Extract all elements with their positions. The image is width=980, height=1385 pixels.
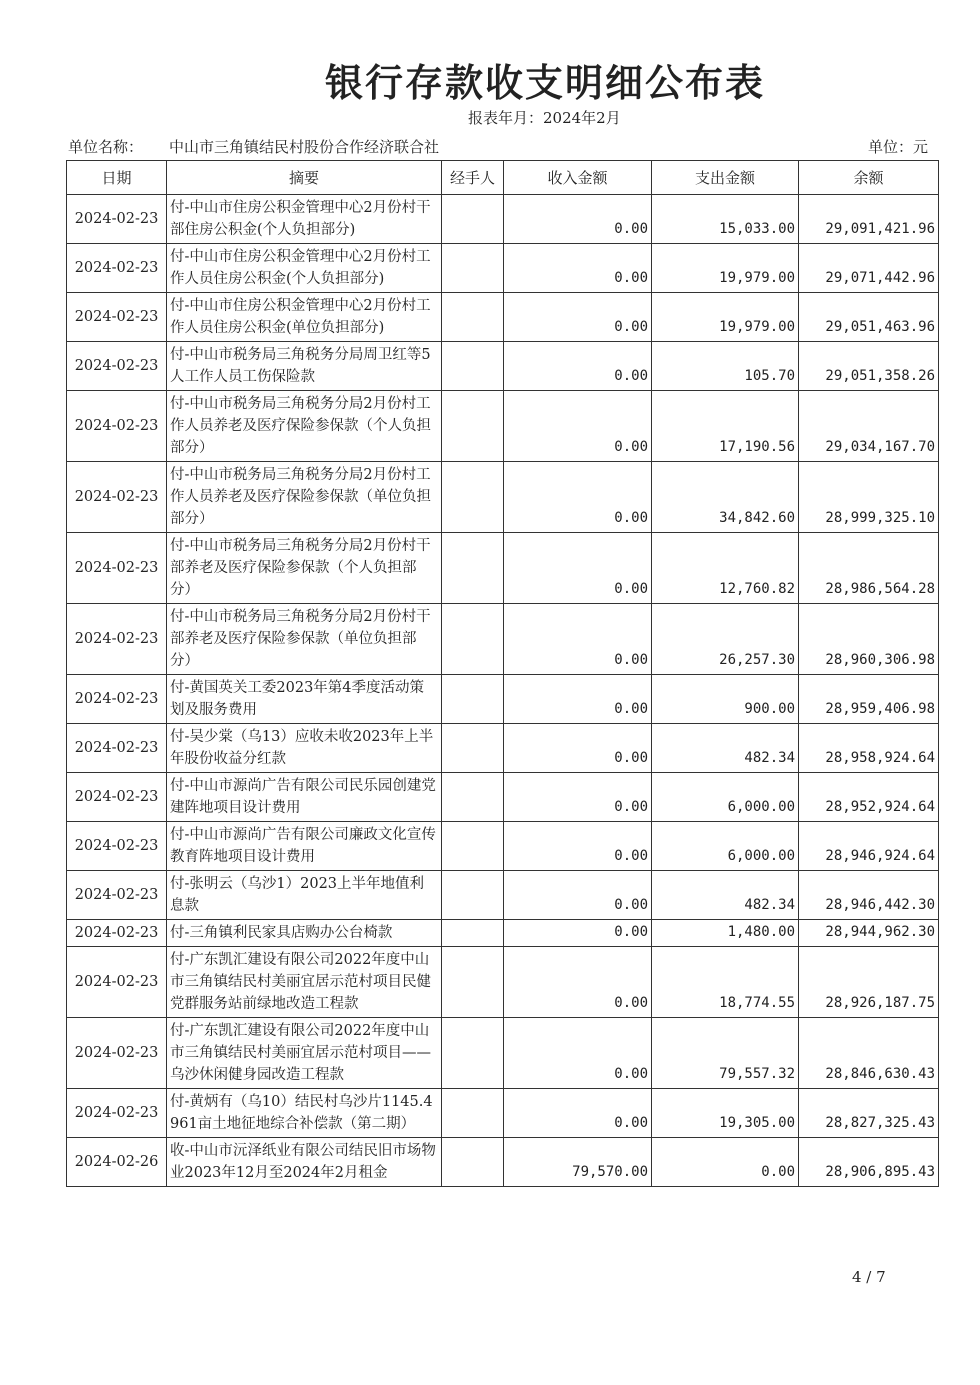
table-row: [67, 462, 939, 533]
row-expense: 15,033.00: [652, 195, 799, 244]
row-balance: 28,952,924.64: [799, 773, 939, 822]
row-date: 2024-02-23: [67, 195, 167, 244]
row-income: 0.00: [504, 724, 652, 773]
row-income: 0.00: [504, 391, 652, 462]
row-summary: 付-中山市源尚广告有限公司民乐园创建党建阵地项目设计费用: [167, 773, 442, 822]
row-handler: [442, 604, 504, 675]
row-expense: 19,979.00: [652, 244, 799, 293]
row-balance: 28,944,962.30: [799, 920, 939, 947]
table-row: [67, 675, 939, 724]
row-balance: 29,071,442.96: [799, 244, 939, 293]
row-expense: 19,305.00: [652, 1089, 799, 1138]
row-balance: 28,906,895.43: [799, 1138, 939, 1187]
row-summary: 付-中山市税务局三角税务分局2月份村工作人员养老及医疗保险参保款（单位负担部分）: [167, 462, 442, 533]
unit-name: 中山市三角镇结民村股份合作经济联合社: [169, 138, 440, 156]
row-income: 0.00: [504, 244, 652, 293]
row-date: 2024-02-23: [67, 391, 167, 462]
row-expense: 900.00: [652, 675, 799, 724]
currency-unit: 单位：元: [867, 138, 928, 156]
row-handler: [442, 1138, 504, 1187]
row-expense: 1,480.00: [652, 920, 799, 947]
row-income: 0.00: [504, 773, 652, 822]
row-handler: [442, 462, 504, 533]
row-date: 2024-02-23: [67, 947, 167, 1018]
row-income: 0.00: [504, 1018, 652, 1089]
row-expense: 0.00: [652, 1138, 799, 1187]
header-handler: 经手人: [442, 161, 504, 195]
row-summary: 付-中山市税务局三角税务分局2月份村干部养老及医疗保险参保款（个人负担部分）: [167, 533, 442, 604]
row-date: 2024-02-23: [67, 675, 167, 724]
row-income: 0.00: [504, 462, 652, 533]
row-handler: [442, 533, 504, 604]
row-balance: 28,846,630.43: [799, 1018, 939, 1089]
row-balance: 28,958,924.64: [799, 724, 939, 773]
row-expense: 482.34: [652, 724, 799, 773]
row-income: 0.00: [504, 871, 652, 920]
table-row: [67, 920, 939, 947]
bank-statement-table: [66, 160, 939, 1187]
row-summary: 付-黄炳有（乌10）结民村乌沙片1145.4961亩土地征地综合补偿款（第二期）: [167, 1089, 442, 1138]
row-balance: 28,946,442.30: [799, 871, 939, 920]
unit-name-label: 单位名称：: [68, 138, 144, 156]
row-balance: 28,999,325.10: [799, 462, 939, 533]
row-summary: 付-三角镇利民家具店购办公台椅款: [167, 920, 442, 947]
row-expense: 18,774.55: [652, 947, 799, 1018]
row-balance: 28,959,406.98: [799, 675, 939, 724]
table-row: [67, 1138, 939, 1187]
row-summary: 收-中山市沅泽纸业有限公司结民旧市场物业2023年12月至2024年2月租金: [167, 1138, 442, 1187]
row-date: 2024-02-23: [67, 920, 167, 947]
row-summary: 付-中山市住房公积金管理中心2月份村工作人员住房公积金(单位负担部分): [167, 293, 442, 342]
row-balance: 29,091,421.96: [799, 195, 939, 244]
row-expense: 105.70: [652, 342, 799, 391]
header-date: 日期: [67, 161, 167, 195]
row-balance: 29,034,167.70: [799, 391, 939, 462]
table-row: [67, 342, 939, 391]
header-balance: 余额: [799, 161, 939, 195]
row-income: 0.00: [504, 533, 652, 604]
row-income: 0.00: [504, 342, 652, 391]
row-balance: 29,051,358.26: [799, 342, 939, 391]
table-row: [67, 391, 939, 462]
header-income: 收入金额: [504, 161, 652, 195]
row-handler: [442, 1018, 504, 1089]
row-summary: 付-中山市税务局三角税务分局2月份村工作人员养老及医疗保险参保款（个人负担部分）: [167, 391, 442, 462]
row-date: 2024-02-23: [67, 1089, 167, 1138]
row-expense: 34,842.60: [652, 462, 799, 533]
row-balance: 28,946,924.64: [799, 822, 939, 871]
row-income: 79,570.00: [504, 1138, 652, 1187]
row-date: 2024-02-23: [67, 773, 167, 822]
row-date: 2024-02-23: [67, 293, 167, 342]
row-income: 0.00: [504, 920, 652, 947]
row-income: 0.00: [504, 822, 652, 871]
row-income: 0.00: [504, 293, 652, 342]
row-summary: 付-中山市源尚广告有限公司廉政文化宣传教育阵地项目设计费用: [167, 822, 442, 871]
row-date: 2024-02-23: [67, 724, 167, 773]
row-expense: 26,257.30: [652, 604, 799, 675]
row-handler: [442, 342, 504, 391]
row-expense: 6,000.00: [652, 773, 799, 822]
row-summary: 付-中山市税务局三角税务分局2月份村干部养老及医疗保险参保款（单位负担部分）: [167, 604, 442, 675]
row-handler: [442, 293, 504, 342]
row-handler: [442, 724, 504, 773]
row-date: 2024-02-23: [67, 462, 167, 533]
table-row: [67, 822, 939, 871]
page-title: 银行存款收支明细公布表: [324, 60, 765, 105]
header-summary: 摘要: [167, 161, 442, 195]
row-handler: [442, 675, 504, 724]
row-handler: [442, 244, 504, 293]
page-indicator: 4 / 7: [852, 1268, 886, 1286]
row-handler: [442, 1089, 504, 1138]
table-row: [67, 604, 939, 675]
table-row: [67, 195, 939, 244]
row-expense: 6,000.00: [652, 822, 799, 871]
row-handler: [442, 920, 504, 947]
row-expense: 79,557.32: [652, 1018, 799, 1089]
row-date: 2024-02-23: [67, 822, 167, 871]
row-date: 2024-02-23: [67, 1018, 167, 1089]
row-summary: 付-张明云（乌沙1）2023上半年地值利息款: [167, 871, 442, 920]
row-summary: 付-中山市税务局三角税务分局周卫红等5人工作人员工伤保险款: [167, 342, 442, 391]
row-income: 0.00: [504, 1089, 652, 1138]
row-handler: [442, 871, 504, 920]
row-date: 2024-02-26: [67, 1138, 167, 1187]
row-handler: [442, 822, 504, 871]
table-row: [67, 244, 939, 293]
row-summary: 付-广东凯汇建设有限公司2022年度中山市三角镇结民村美丽宜居示范村项目民健党群服务站前绿地改造工程款: [167, 947, 442, 1018]
row-handler: [442, 195, 504, 244]
row-handler: [442, 947, 504, 1018]
row-balance: 28,986,564.28: [799, 533, 939, 604]
row-balance: 28,960,306.98: [799, 604, 939, 675]
header-expense: 支出金额: [652, 161, 799, 195]
row-summary: 付-中山市住房公积金管理中心2月份村干部住房公积金(个人负担部分): [167, 195, 442, 244]
table-row: [67, 1018, 939, 1089]
report-period: 报表年月：2024年2月: [468, 109, 621, 127]
row-handler: [442, 391, 504, 462]
row-summary: 付-吴少棠（乌13）应收未收2023年上半年股份收益分红款: [167, 724, 442, 773]
row-expense: 12,760.82: [652, 533, 799, 604]
row-date: 2024-02-23: [67, 871, 167, 920]
row-balance: 28,827,325.43: [799, 1089, 939, 1138]
row-summary: 付-黄国英关工委2023年第4季度活动策划及服务费用: [167, 675, 442, 724]
table-row: [67, 1089, 939, 1138]
row-summary: 付-中山市住房公积金管理中心2月份村工作人员住房公积金(个人负担部分): [167, 244, 442, 293]
table-header-row: [67, 161, 939, 195]
row-expense: 17,190.56: [652, 391, 799, 462]
row-income: 0.00: [504, 604, 652, 675]
row-balance: 28,926,187.75: [799, 947, 939, 1018]
table-row: [67, 947, 939, 1018]
row-date: 2024-02-23: [67, 244, 167, 293]
table-row: [67, 724, 939, 773]
row-handler: [442, 773, 504, 822]
table-row: [67, 293, 939, 342]
row-income: 0.00: [504, 195, 652, 244]
row-balance: 29,051,463.96: [799, 293, 939, 342]
row-date: 2024-02-23: [67, 604, 167, 675]
table-row: [67, 773, 939, 822]
unit-name-line: [68, 136, 439, 157]
row-expense: 482.34: [652, 871, 799, 920]
row-date: 2024-02-23: [67, 342, 167, 391]
table-row: [67, 871, 939, 920]
table-row: [67, 533, 939, 604]
row-summary: 付-广东凯汇建设有限公司2022年度中山市三角镇结民村美丽宜居示范村项目——乌沙休闲健身园改造工程款: [167, 1018, 442, 1089]
row-date: 2024-02-23: [67, 533, 167, 604]
row-expense: 19,979.00: [652, 293, 799, 342]
row-income: 0.00: [504, 675, 652, 724]
row-income: 0.00: [504, 947, 652, 1018]
